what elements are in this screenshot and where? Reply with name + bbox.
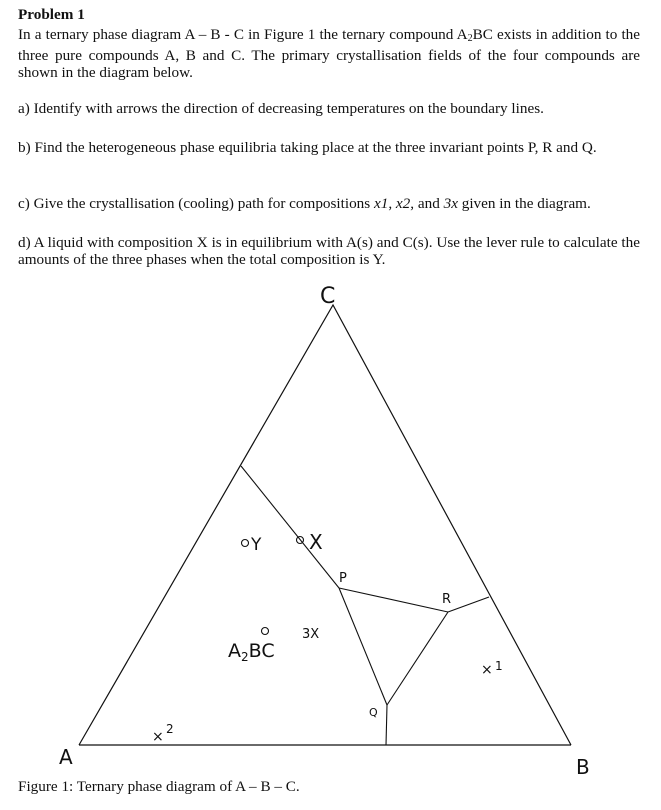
label-a: A	[59, 745, 73, 769]
label-3x: 3X	[302, 627, 320, 642]
question-c-text-4: given in the diagram.	[457, 195, 591, 212]
label-x2-number: 2	[166, 722, 174, 736]
label-c: C	[320, 284, 336, 309]
label-x1-number: 1	[495, 659, 503, 673]
figure-caption: Figure 1: Ternary phase diagram of A – B – C.	[18, 778, 300, 795]
label-y: Y	[251, 535, 262, 555]
label-p: P	[339, 571, 347, 586]
intro-subscript: 2	[467, 33, 473, 44]
question-b-text: b) Find the heterogeneous phase equilibria taking place at the three invariant points P, R and Q.	[18, 139, 597, 156]
intro-text-1: In a ternary phase diagram A – B - C in Figure 1 the ternary compound A	[18, 26, 468, 43]
question-c-text-1: c) Give the crystallisation (cooling) path for compositions	[18, 195, 374, 212]
label-r: R	[442, 592, 452, 607]
point-y-marker	[242, 540, 249, 547]
label-a2bc: $A_2BC$	[228, 640, 275, 664]
boundary-r-q	[387, 612, 448, 705]
boundary-p-q	[339, 588, 387, 705]
question-c-x2: x2	[395, 195, 411, 212]
label-q: Q	[369, 706, 378, 719]
problem-title: Problem 1	[18, 6, 85, 23]
question-c-text-2: ,	[388, 195, 396, 212]
question-c-3x: 3x	[443, 195, 458, 212]
boundary-r-bc-edge	[448, 597, 489, 612]
question-c-x1: x1	[373, 195, 389, 212]
boundary-a2bc-c	[241, 466, 339, 588]
question-d-text: d) A liquid with composition X is in equilibrium with A(s) and C(s). Use the lever rule to calculate the amounts of the three phases when the total composition is Y.	[18, 234, 640, 268]
label-b: B	[576, 755, 590, 779]
point-a2bc-marker	[262, 628, 269, 635]
boundary-q-base	[386, 705, 387, 745]
question-c-text-3: , and	[410, 195, 444, 212]
label-x: X	[309, 530, 323, 554]
x1-marker: ×	[481, 662, 493, 678]
x2-marker: ×	[152, 729, 164, 745]
boundary-p-r	[339, 588, 448, 612]
triangle-sides	[79, 305, 571, 745]
intro-text-2: BC exists in addition to the three pure compounds A, B and C. The primary crystallisation fields of the four compounds are shown in the diagram below.	[18, 26, 641, 81]
question-a-text: a) Identify with arrows the direction of decreasing temperatures on the boundary lines.	[18, 100, 544, 117]
